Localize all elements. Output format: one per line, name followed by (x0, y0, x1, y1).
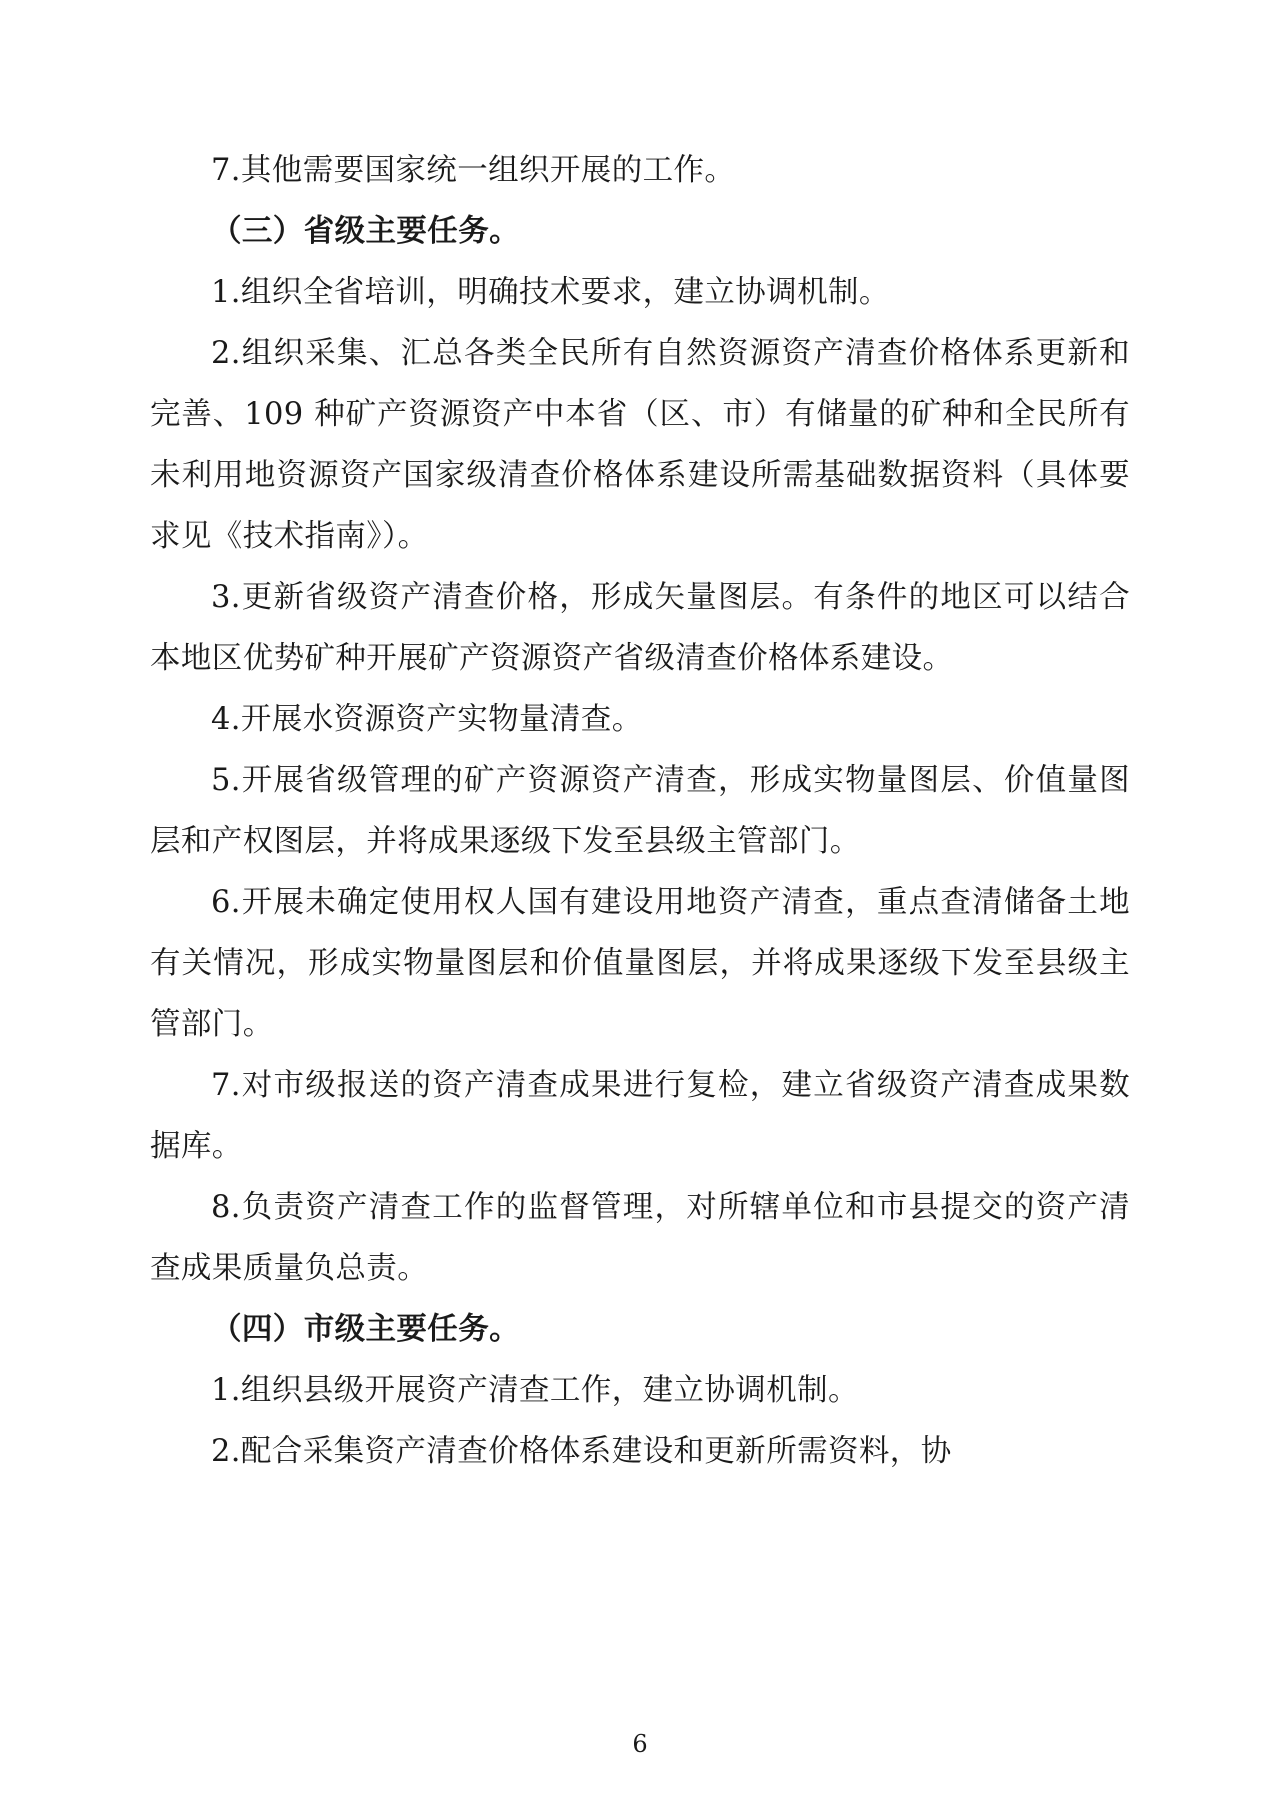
page-number: 6 (632, 1730, 648, 1758)
paragraph-provincial-task-2: 2.组织采集、汇总各类全民所有自然资源资产清查价格体系更新和完善、109 种矿产资源资产中本省（区、市）有储量的矿种和全民所有未利用地资源资产国家级清查价格体系建设所需基础数据资料（具体要求见《技术指南》）。 (150, 336, 1130, 554)
paragraph-provincial-task-8: 8.负责资产清查工作的监督管理，对所辖单位和市县提交的资产清查成果质量负总责。 (150, 1190, 1130, 1286)
paragraph-provincial-task-7: 7.对市级报送的资产清查成果进行复检，建立省级资产清查成果数据库。 (150, 1068, 1130, 1164)
paragraph-provincial-task-4: 4.开展水资源资产实物量清查。 (211, 702, 643, 737)
paragraph-provincial-task-5: 5.开展省级管理的矿产资源资产清查，形成实物量图层、价值量图层和产权图层，并将成果逐级下发至县级主管部门。 (150, 763, 1130, 859)
document-body (150, 140, 1130, 1482)
paragraph-city-task-2: 2.配合采集资产清查价格体系建设和更新所需资料，协 (211, 1434, 952, 1469)
paragraph-national-task-7: 7.其他需要国家统一组织开展的工作。 (211, 153, 736, 188)
paragraph-section-city-heading: （四）市级主要任务。 (211, 1311, 520, 1347)
paragraph-provincial-task-1: 1.组织全省培训，明确技术要求，建立协调机制。 (211, 275, 890, 310)
paragraph-city-task-1: 1.组织县级开展资产清查工作，建立协调机制。 (211, 1373, 859, 1408)
paragraph-provincial-task-3: 3.更新省级资产清查价格，形成矢量图层。有条件的地区可以结合本地区优势矿种开展矿产资源资产省级清查价格体系建设。 (150, 580, 1130, 676)
paragraph-section-provincial-heading: （三）省级主要任务。 (211, 213, 520, 249)
paragraph-provincial-task-6: 6.开展未确定使用权人国有建设用地资产清查，重点查清储备土地有关情况，形成实物量图层和价值量图层，并将成果逐级下发至县级主管部门。 (150, 885, 1130, 1042)
